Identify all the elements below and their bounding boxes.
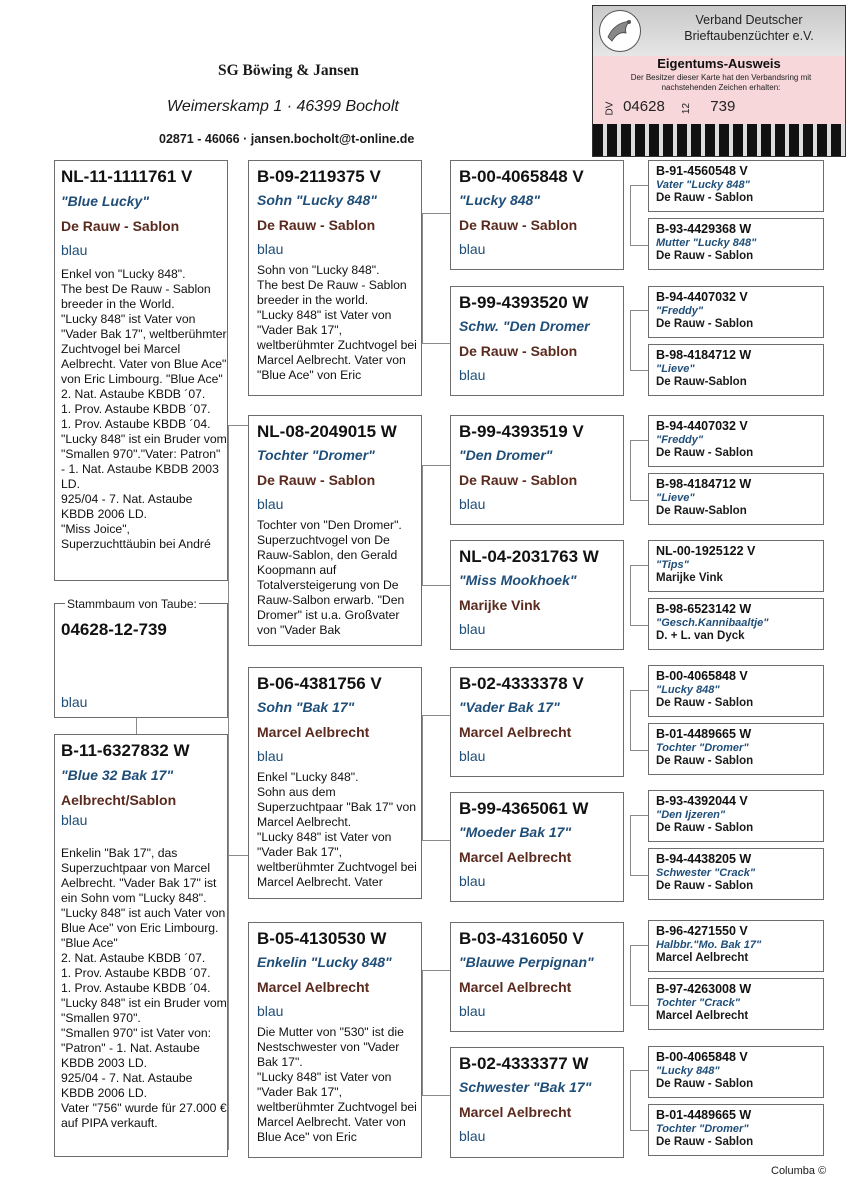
feather-color: blau (257, 1003, 284, 1019)
ring-number: B-94-4407032 V (656, 419, 748, 433)
pigeon-name: "Lieve" (656, 492, 695, 504)
ring-number: B-05-4130530 W (257, 929, 387, 948)
connector-line (422, 585, 450, 586)
pigeon-card-g3 (450, 160, 624, 270)
breeder: Marcel Aelbrecht (656, 952, 749, 964)
pigeon-card-g4 (648, 920, 824, 972)
connector-line (630, 690, 648, 691)
feather-color: blau (257, 496, 284, 512)
pigeon-card-g4 (648, 848, 824, 900)
connector-line (630, 750, 648, 751)
pigeon-card-maternal-grandmother (248, 922, 422, 1158)
card-title: Eigentums-Ausweis (657, 56, 781, 71)
connector-line (630, 875, 648, 876)
connector-line (630, 565, 648, 566)
pigeon-name: "Den Ijzeren" (656, 809, 726, 821)
loft-contact: 02871 - 46066 · jansen.bocholt@t-online.de (159, 132, 415, 146)
pigeon-name: Tochter "Dromer" (656, 742, 749, 754)
breeder: De Rauw - Sablon (257, 217, 376, 233)
pigeon-name: Schwester "Crack" (656, 867, 756, 879)
pigeon-description: Enkel "Lucky 848". Sohn aus dem Superzuchtpaar "Bak 17" von Marcel Aelbrecht. "Lucky 848" ist Vater von "Vader Bak 17", weltberühmter Zuchtvogel bei Marcel Aelbrecht. Vater (257, 770, 417, 889)
pigeon-logo-icon (599, 10, 641, 52)
pigeon-name: "Blue Lucky" (61, 193, 149, 209)
connector-line (422, 1095, 450, 1096)
ring-number: B-99-4393519 V (459, 422, 584, 441)
connector-line (630, 1130, 648, 1131)
pigeon-name: Schwester "Bak 17" (459, 1079, 592, 1095)
connector-line (422, 970, 423, 1095)
breeder: De Rauw-Sablon (656, 376, 747, 388)
pigeon-name: "Blauwe Perpignan" (459, 954, 594, 970)
pigeon-name: "Lucky 848" (656, 1065, 720, 1077)
loft-title: SG Böwing & Jansen (218, 62, 359, 79)
breeder: Marcel Aelbrecht (459, 1104, 572, 1120)
breeder: De Rauw - Sablon (459, 343, 578, 359)
connector-line (228, 425, 229, 1150)
connector-line (422, 715, 450, 716)
pigeon-card-mother (54, 734, 228, 1157)
connector-line (630, 945, 648, 946)
pigeon-description: Tochter von "Den Dromer". Superzuchtvogel von De Rauw-Sablon, den Gerald Koopmann auf Totalversteigerung von De Rauw-Salbon erwarb. "Den Dromer" ist u.a. Großvater von "Vader Bak (257, 518, 405, 637)
ring-number: B-98-6523142 W (656, 602, 752, 616)
connector-line (630, 440, 631, 500)
feather-color: blau (459, 748, 486, 764)
ring-number: B-94-4407032 V (656, 290, 748, 304)
breeder: De Rauw - Sablon (459, 472, 578, 488)
ring-number: B-00-4065848 V (459, 167, 584, 186)
pigeon-card-g3 (450, 415, 624, 525)
loft-address: Weimerskamp 1 · 46399 Bocholt (167, 98, 399, 115)
breeder: De Rauw - Sablon (656, 447, 754, 459)
pigeon-name: Vater "Lucky 848" (656, 179, 750, 191)
pigeon-card-g4 (648, 1046, 824, 1098)
connector-line (630, 690, 631, 750)
ring-number: B-98-4184712 W (656, 348, 752, 362)
feather-color: blau (61, 242, 88, 258)
pigeon-name: "Freddy" (656, 305, 704, 317)
ring-number: B-93-4392044 V (656, 794, 748, 808)
ring-number: B-94-4438205 W (656, 852, 752, 866)
ring-number: B-00-4065848 V (656, 1050, 748, 1064)
connector-line (228, 425, 248, 426)
ring-number: B-98-4184712 W (656, 477, 752, 491)
pigeon-description: Sohn von "Lucky 848". The best De Rauw - Sablon breeder in the world. "Lucky 848" ist Vater von "Vader Bak 17", weltberühmter Zuchtvogel bei Marcel Aelbrecht. Vater von "Blue Ace" von Eric (257, 263, 417, 382)
pigeon-name: "Tips" (656, 559, 689, 571)
connector-line (422, 213, 450, 214)
pigeon-name: Sohn "Lucky 848" (257, 192, 377, 208)
breeder: Marijke Vink (656, 572, 723, 584)
breeder: Marcel Aelbrecht (459, 849, 572, 865)
ring-number: B-96-4271550 V (656, 924, 748, 938)
connector-line (630, 815, 631, 875)
ring-number: B-03-4316050 V (459, 929, 584, 948)
pigeon-name: Halbbr."Mo. Bak 17" (656, 939, 762, 951)
ring-number: B-91-4560548 V (656, 164, 748, 178)
pigeon-name: Sohn "Bak 17" (257, 699, 355, 715)
connector-line (422, 213, 423, 343)
connector-line (422, 715, 423, 840)
pigeon-name: Enkelin "Lucky 848" (257, 954, 392, 970)
pigeon-card-g3 (450, 1047, 624, 1158)
connector-line (630, 185, 631, 245)
pigeon-name: "Blue 32 Bak 17" (61, 767, 174, 783)
pigeon-name: "Moeder Bak 17" (459, 824, 572, 840)
breeder: De Rauw - Sablon (656, 755, 754, 767)
pedigree-label: Stammbaum von Taube: (67, 597, 197, 611)
ring-number: B-01-4489665 W (656, 727, 752, 741)
pigeon-name: Mutter "Lucky 848" (656, 237, 757, 249)
pigeon-card-g4 (648, 160, 824, 212)
pigeon-name: "Gesch.Kannibaaltje" (656, 617, 769, 629)
ring-number: B-99-4365061 W (459, 799, 589, 818)
feather-color: blau (459, 241, 486, 257)
breeder: De Rauw-Sablon (656, 505, 747, 517)
card-ring-number: DV 04628 12 739 (604, 98, 736, 116)
subject-ring-number: 04628-12-739 (61, 620, 167, 639)
breeder: De Rauw - Sablon (656, 880, 754, 892)
connector-line (422, 840, 450, 841)
pigeon-name: Schw. "Den Dromer (459, 318, 590, 334)
pigeon-card-g4 (648, 473, 824, 525)
card-org: Verband Deutscher Brieftaubenzüchter e.V. (684, 13, 814, 43)
pigeon-card-g4 (648, 723, 824, 775)
connector-line (630, 185, 648, 186)
pigeon-card-g3 (450, 540, 624, 650)
connector-line (630, 1070, 631, 1130)
breeder: Marcel Aelbrecht (656, 1010, 749, 1022)
pigeon-card-g4 (648, 218, 824, 270)
ring-number: B-02-4333377 W (459, 1054, 589, 1073)
connector-line (630, 565, 631, 625)
pigeon-card-g4 (648, 665, 824, 717)
pigeon-name: Tochter "Crack" (656, 997, 740, 1009)
pigeon-name: Tochter "Dromer" (656, 1123, 749, 1135)
ring-number: B-99-4393520 W (459, 293, 589, 312)
ring-number: NL-04-2031763 W (459, 547, 599, 566)
pigeon-card-g3 (450, 667, 624, 777)
pigeon-card-paternal-grandfather (248, 160, 422, 396)
pigeon-card-g4 (648, 286, 824, 338)
connector-line (422, 970, 450, 971)
feather-color: blau (257, 241, 284, 257)
connector-line (630, 625, 648, 626)
pigeon-description: Enkel von "Lucky 848". The best De Rauw - Sablon breeder in the World. "Lucky 848" ist Vater von "Vader Bak 17", weltberühmter Zuchtvogel bei Marcel Aelbrecht. Vater von Blue Ace" von Eric Limbourg. "Blue Ace" 2. Nat. Astaube KBDB ´07. 1. Prov. Astaube KBDB ´07. 1. Prov. Astaube KBDB ´04. "Lucky 848" ist ein Bruder vom "Smallen 970"."Vater: Patron" - 1. Nat. Astaube KBDB 2003 LD. 925/04 - 7. Nat. Astaube KBDB 2006 LD. "Miss Joice", Superzuchttäubin bei André (61, 267, 227, 551)
pigeon-card-g4 (648, 1104, 824, 1156)
pigeon-card-g4 (648, 790, 824, 842)
card-text: Der Besitzer dieser Karte hat den Verbandsring mit nachstehenden Zeichen erhalten: (630, 73, 812, 92)
ring-number: B-09-2119375 V (257, 167, 381, 186)
connector-line (630, 945, 631, 1005)
connector-line (630, 500, 648, 501)
breeder: De Rauw - Sablon (61, 218, 180, 234)
pigeon-card-maternal-grandfather (248, 667, 422, 899)
breeder: D. + L. van Dyck (656, 630, 745, 642)
connector-line (630, 440, 648, 441)
pigeon-name: Tochter "Dromer" (257, 447, 375, 463)
breeder: De Rauw - Sablon (459, 217, 578, 233)
breeder: Marcel Aelbrecht (257, 979, 370, 995)
connector-line (422, 465, 423, 585)
subject-color: blau (61, 694, 88, 710)
pigeon-name: "Lieve" (656, 363, 695, 375)
breeder: De Rauw - Sablon (656, 250, 754, 262)
pigeon-description: Die Mutter von "530" ist die Nestschwester von "Vader Bak 17". "Lucky 848" ist Vater von "Vader Bak 17", weltberühmter Zuchtvogel bei Marcel Aelbrecht. Vater von Blue Ace" von Eric (257, 1025, 417, 1144)
connector-line (136, 718, 137, 734)
pigeon-card-g3 (450, 286, 624, 396)
pigeon-card-g4 (648, 978, 824, 1030)
pigeon-card-father (54, 160, 228, 581)
feather-color: blau (459, 621, 486, 637)
breeder: De Rauw - Sablon (656, 192, 754, 204)
breeder: De Rauw - Sablon (656, 318, 754, 330)
connector-line (630, 245, 648, 246)
connector-line (228, 855, 248, 856)
connector-line (630, 310, 631, 370)
ring-number: B-93-4429368 W (656, 222, 752, 236)
pigeon-card-g4 (648, 598, 824, 650)
breeder: Marijke Vink (459, 597, 541, 613)
feather-color: blau (257, 748, 284, 764)
connector-line (630, 310, 648, 311)
connector-line (630, 370, 648, 371)
feather-color: blau (459, 873, 486, 889)
pigeon-name: "Den Dromer" (459, 447, 553, 463)
ring-number: B-11-6327832 W (61, 741, 190, 760)
ring-number: NL-11-1111761 V (61, 167, 193, 186)
pedigree-subject-box (54, 603, 228, 718)
breeder: Marcel Aelbrecht (459, 979, 572, 995)
breeder: Aelbrecht/Sablon (61, 792, 177, 808)
connector-line (630, 815, 648, 816)
ownership-card (592, 5, 846, 157)
connector-line (630, 1005, 648, 1006)
ring-number: B-06-4381756 V (257, 674, 382, 693)
connector-line (422, 343, 450, 344)
breeder: De Rauw - Sablon (656, 822, 754, 834)
breeder: De Rauw - Sablon (656, 1136, 754, 1148)
ring-number: NL-00-1925122 V (656, 544, 756, 558)
pigeon-card-g3 (450, 792, 624, 902)
pigeon-name: "Vader Bak 17" (459, 699, 560, 715)
pigeon-card-g4 (648, 344, 824, 396)
feather-color: blau (459, 1003, 486, 1019)
breeder: De Rauw - Sablon (257, 472, 376, 488)
ring-number: B-00-4065848 V (656, 669, 748, 683)
ring-number: NL-08-2049015 W (257, 422, 397, 441)
pigeon-name: "Lucky 848" (459, 192, 540, 208)
pigeon-description: Enkelin "Bak 17", das Superzuchtpaar von Marcel Aelbrecht. "Vader Bak 17" ist ein Sohn vom "Lucky 848". "Lucky 848" ist auch Vater von Blue Ace" von Eric Limbourg. "Blue Ace" 2. Nat. Astaube KBDB ´07. 1. Prov. Astaube KBDB ´07. 1. Prov. Astaube KBDB ´04. "Lucky 848" ist ein Bruder vom "Smallen 970". "Smallen 970" ist Vater von: "Patron" - 1. Nat. Astaube KBDB 2003 LD. 925/04 - 7. Nat. Astaube KBDB 2006 LD. Vater "756" wurde für 27.000 € auf PIPA verkauft. (61, 846, 227, 1130)
pigeon-card-g3 (450, 922, 624, 1032)
feather-color: blau (459, 1128, 486, 1144)
ring-number: B-02-4333378 V (459, 674, 584, 693)
ring-number: B-01-4489665 W (656, 1108, 752, 1122)
feather-color: blau (61, 812, 88, 828)
pigeon-card-g4 (648, 415, 824, 467)
breeder: De Rauw - Sablon (656, 1078, 754, 1090)
feather-color: blau (459, 367, 486, 383)
pigeon-name: "Miss Mookhoek" (459, 572, 577, 588)
ring-number: B-97-4263008 W (656, 982, 752, 996)
footer-copyright: Columba © (771, 1165, 827, 1177)
pigeon-card-g4 (648, 540, 824, 592)
breeder: De Rauw - Sablon (656, 697, 754, 709)
card-barcode (593, 124, 845, 156)
pigeon-name: "Freddy" (656, 434, 704, 446)
connector-line (630, 1070, 648, 1071)
feather-color: blau (459, 496, 486, 512)
breeder: Marcel Aelbrecht (257, 724, 370, 740)
pigeon-card-paternal-grandmother (248, 415, 422, 646)
pigeon-name: "Lucky 848" (656, 684, 720, 696)
breeder: Marcel Aelbrecht (459, 724, 572, 740)
connector-line (422, 465, 450, 466)
